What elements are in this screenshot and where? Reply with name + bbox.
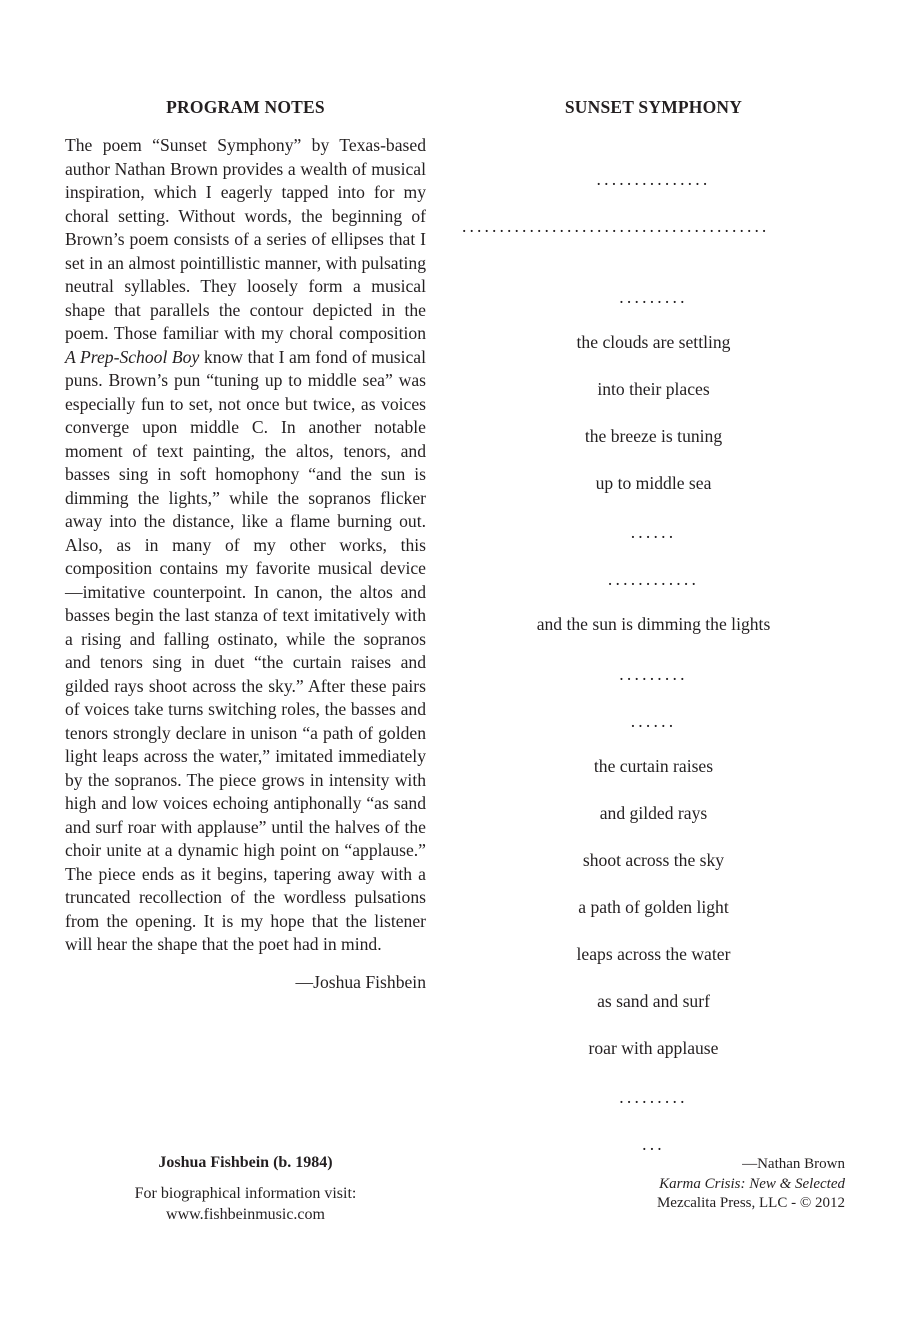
- program-notes-body: [65, 134, 426, 957]
- poem-column: [462, 96, 845, 1154]
- poem-ellipsis: .........................................: [462, 216, 770, 236]
- notes-text-part-1: The poem “Sunset Symphony” by Texas-based author Nathan Brown provides a wealth of musical inspiration, which I eagerly tapped into for my choral setting. Without words, the beginning of Brown’s poem consists of a series of ellipses that I set in an almost pointillistic manner, with pulsating neutral syllables. They loosely form a musical shape that parallels the contour depicted in the poem. Those familiar with my choral composition: [65, 135, 426, 343]
- poem-ellipsis: ...............: [596, 169, 711, 189]
- poem-credit: [657, 1155, 845, 1214]
- composer-bio: [65, 1153, 426, 1225]
- poem-line: shoot across the sky: [582, 850, 725, 870]
- program-notes-column: [65, 96, 426, 994]
- poem-line: as sand and surf: [597, 991, 710, 1011]
- notes-signature: —Joshua Fishbein: [295, 971, 426, 992]
- poem-line: leaps across the water: [576, 944, 731, 964]
- poem-line: roar with applause: [588, 1038, 719, 1058]
- poem-ellipsis: ......: [630, 522, 677, 542]
- poem-line: the breeze is tuning: [584, 426, 723, 446]
- poem-line: and gilded rays: [599, 803, 708, 823]
- poem-ellipsis: .........: [619, 1087, 688, 1107]
- poem-author: —Nathan Brown: [742, 1156, 845, 1172]
- composer-name: Joshua Fishbein (b. 1984): [158, 1154, 333, 1171]
- poem-line: the clouds are settling: [576, 332, 731, 352]
- poem-line: the curtain raises: [593, 756, 714, 776]
- poem-publisher: Mezcalita Press, LLC - © 2012: [656, 1195, 845, 1211]
- poem-title: SUNSET SYMPHONY: [564, 97, 743, 117]
- poem-ellipsis: ......: [630, 711, 677, 731]
- poem-ellipsis: ............: [607, 569, 700, 589]
- bio-website: www.fishbeinmusic.com: [166, 1206, 325, 1223]
- notes-text-part-2: know that I am fond of musical puns. Brown’s pun “tuning up to middle sea” was especially fun to set, not once but twice, as voices converge upon middle C. In another notable moment of text painting, the altos, tenors, and basses sing in soft homophony “and the sun is dimming the lights,” while the sopranos flicker away into the distance, like a flame burning out. Also, as in many of my other works, this composition contains my favorite musical device —imitative counterpoint. In canon, the altos and basses begin the last stanza of text imitatively with a rising and falling ostinato, while the sopranos and tenors sing in duet “the curtain raises and gilded rays shoot across the sky.” After these pairs of voices take turns switching roles, the basses and tenors strongly declare in unison “a path of golden light leaps across the water,” imitated immediately by the sopranos. The piece grows in intensity with high and low voices echoing antiphonally “as sand and surf roar with applause” until the halves of the choir unite at a dynamic high point on “applause.” The piece ends as it begins, tapering away with a truncated recollection of the wordless pulsations from the opening. It is my hope that the listener will hear the shape that the poet had in mind.: [65, 346, 427, 954]
- program-notes-heading: PROGRAM NOTES: [166, 97, 325, 117]
- poem-line: into their places: [597, 379, 710, 399]
- poem-line: a path of golden light: [578, 897, 729, 917]
- poem-ellipsis: .........: [619, 664, 688, 684]
- poem-line: up to middle sea: [595, 473, 712, 493]
- poem-line: and the sun is dimming the lights: [536, 614, 771, 634]
- poem-ellipsis: ...: [642, 1134, 665, 1154]
- bio-info-text: For biographical information visit:: [134, 1185, 357, 1202]
- work-title: A Prep-School Boy: [65, 346, 200, 367]
- poem-source-book: Karma Crisis: New & Selected: [659, 1175, 845, 1192]
- poem-ellipsis: .........: [619, 287, 688, 307]
